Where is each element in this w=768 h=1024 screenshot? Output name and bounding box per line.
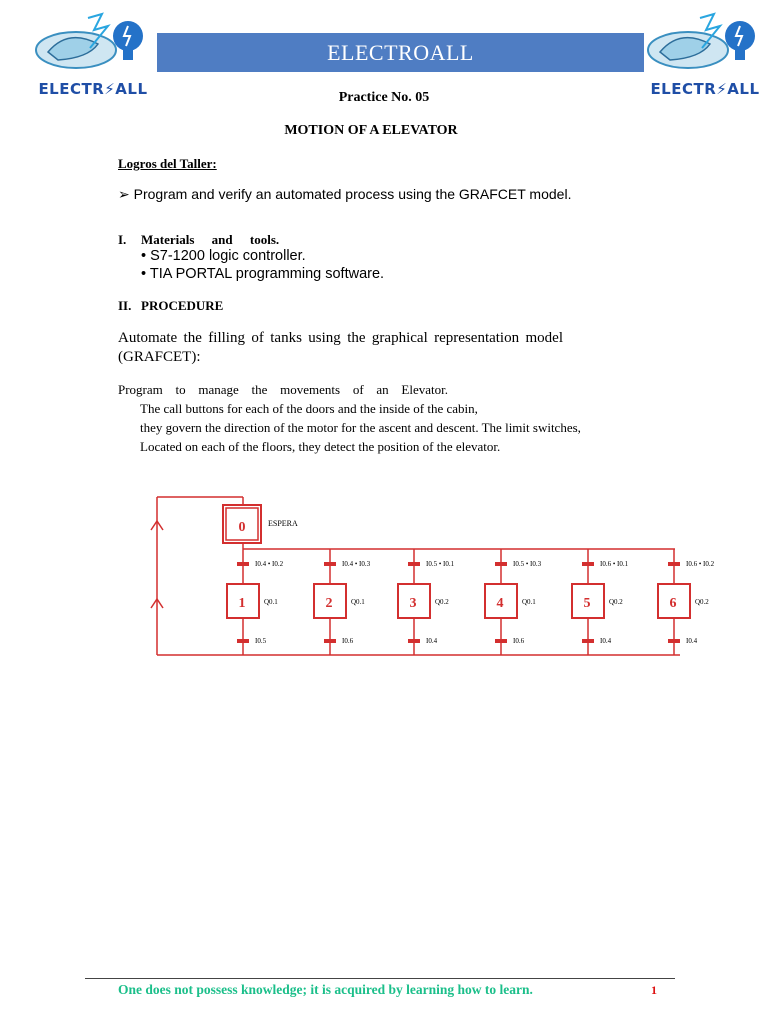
entry-transition-bar [408, 562, 420, 566]
entry-transition-bar [324, 562, 336, 566]
exit-transition-label: I0.4 [600, 637, 612, 645]
initial-step-number: 0 [238, 520, 246, 535]
step-number: 1 [238, 596, 246, 611]
initial-step-label: ESPERA [268, 519, 298, 528]
exit-transition-label: I0.5 [255, 637, 267, 645]
exit-transition-label: I0.4 [426, 637, 438, 645]
entry-transition-bar [668, 562, 680, 566]
exit-transition-label: I0.6 [513, 637, 525, 645]
step-action-label: Q0.1 [351, 598, 365, 606]
header-title-bar: ELECTROALL [157, 33, 644, 72]
section-number: I. [118, 232, 127, 247]
materials-item: • TIA PORTAL programming software. [141, 266, 385, 282]
exit-transition-label: I0.6 [342, 637, 354, 645]
elevator-paragraph-line: they govern the direction of the motor for the ascent and descent. The limit switches, [140, 420, 581, 435]
footer-quote: One does not possess knowledge; it is acquired by learning how to learn. [118, 982, 533, 997]
step-number: 6 [669, 596, 677, 611]
procedure-paragraph: Automate the filling of tanks using the graphical representation model (GRAFCET): [118, 330, 563, 365]
materials-item: • S7-1200 logic controller. [141, 248, 306, 264]
exit-transition-bar [668, 639, 680, 643]
elevator-paragraph-line: Program to manage the movements of an Elevator. [118, 382, 448, 397]
section-number: II. [118, 298, 132, 313]
step-action-label: Q0.1 [522, 598, 536, 606]
entry-transition-label: I0.5 • I0.3 [513, 560, 542, 568]
entry-transition-bar [495, 562, 507, 566]
entry-transition-bar [237, 562, 249, 566]
exit-transition-bar [237, 639, 249, 643]
footer-divider [85, 978, 675, 979]
entry-transition-label: I0.4 • I0.3 [342, 560, 371, 568]
step-action-label: Q0.2 [435, 598, 449, 606]
exit-transition-bar [408, 639, 420, 643]
section-heading-text: PROCEDURE [141, 298, 224, 313]
step-number: 4 [496, 596, 504, 611]
step-number: 5 [583, 596, 591, 611]
exit-transition-bar [582, 639, 594, 643]
entry-transition-label: I0.6 • I0.2 [686, 560, 715, 568]
step-action-label: Q0.2 [609, 598, 623, 606]
exit-transition-label: I0.4 [686, 637, 698, 645]
step-number: 2 [325, 596, 333, 611]
exit-transition-bar [324, 639, 336, 643]
entry-transition-bar [582, 562, 594, 566]
logros-heading: Logros del Taller: [118, 156, 217, 171]
page-number: 1 [651, 983, 657, 997]
entry-transition-label: I0.6 • I0.1 [600, 560, 629, 568]
elevator-paragraph-line: Located on each of the floors, they detect the position of the elevator. [140, 439, 501, 454]
document-title: MOTION OF A ELEVATOR [284, 123, 458, 138]
elevator-paragraph-line: The call buttons for each of the doors and the inside of the cabin, [140, 401, 478, 416]
logo-text-left: ELECTR⚡ALL [38, 80, 148, 98]
exit-transition-bar [495, 639, 507, 643]
entry-transition-label: I0.5 • I0.1 [426, 560, 455, 568]
logo-text-right: ELECTR⚡ALL [650, 80, 760, 98]
section-heading-text: Materials and tools. [141, 232, 280, 247]
entry-transition-label: I0.4 • I0.2 [255, 560, 284, 568]
practice-number: Practice No. 05 [338, 90, 430, 105]
step-number: 3 [409, 596, 417, 611]
objective-text: ➢ Program and verify an automated process using the GRAFCET model. [118, 186, 572, 202]
step-action-label: Q0.1 [264, 598, 278, 606]
step-action-label: Q0.2 [695, 598, 709, 606]
